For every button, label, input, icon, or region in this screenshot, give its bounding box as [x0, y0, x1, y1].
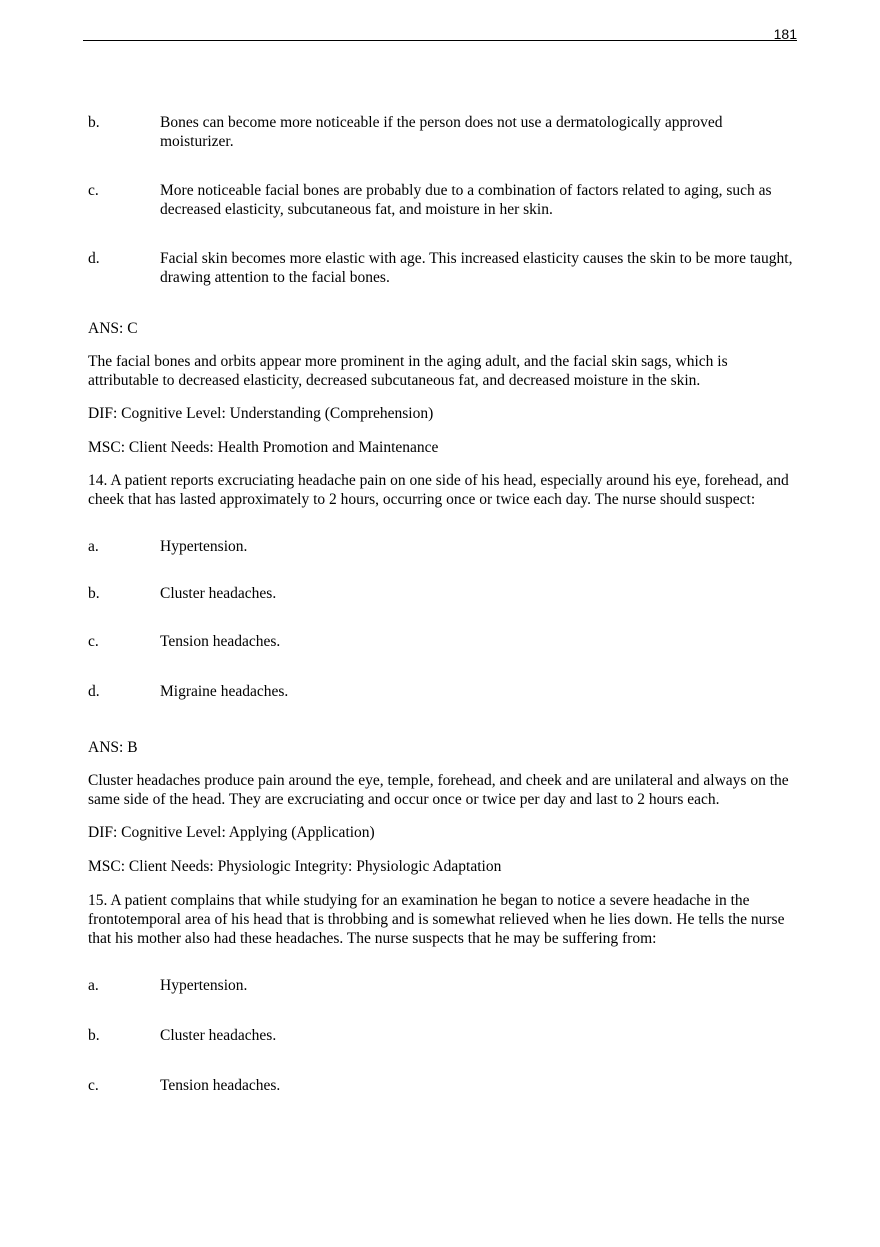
- q13-msc: MSC: Client Needs: Health Promotion and Maintenance: [88, 439, 439, 456]
- q14-difficulty: DIF: Cognitive Level: Applying (Application): [88, 824, 375, 841]
- q13-option-b: [88, 113, 794, 151]
- option-letter: d.: [88, 250, 100, 267]
- q14-option-c: [88, 632, 794, 651]
- option-text: More noticeable facial bones are probably due to a combination of factors related to aging, such as decreased elasticity, subcutaneous fat, and moisture in her skin.: [160, 182, 772, 218]
- option-letter: b.: [88, 585, 100, 602]
- q14-rationale: Cluster headaches produce pain around the eye, temple, forehead, and cheek and are unilateral and always on the same side of the head. They are excruciating and occur once or twice per day and last to 2 hours each.: [88, 772, 789, 808]
- option-text: Bones can become more noticeable if the person does not use a dermatologically approved moisturizer.: [160, 114, 723, 150]
- option-text: Hypertension.: [160, 538, 248, 555]
- page-number: 181: [773, 26, 797, 42]
- option-text: Cluster headaches.: [160, 1027, 277, 1044]
- q14-option-b: [88, 584, 794, 603]
- q14-option-d: [88, 682, 794, 701]
- option-letter: a.: [88, 538, 99, 555]
- q13-answer: ANS: C: [88, 320, 138, 337]
- option-letter: b.: [88, 114, 100, 131]
- q15-option-b: [88, 1026, 794, 1045]
- q14-answer: ANS: B: [88, 739, 138, 756]
- option-text: Tension headaches.: [160, 1077, 281, 1094]
- header-rule: [83, 40, 797, 41]
- q15-option-c: [88, 1076, 794, 1095]
- option-letter: a.: [88, 977, 99, 994]
- q13-option-c: [88, 181, 794, 219]
- page-content: [88, 113, 794, 1095]
- option-letter: b.: [88, 1027, 100, 1044]
- option-text: Tension headaches.: [160, 633, 281, 650]
- option-text: Cluster headaches.: [160, 585, 277, 602]
- q14-option-a: [88, 537, 794, 556]
- option-text: Migraine headaches.: [160, 683, 289, 700]
- option-letter: c.: [88, 182, 99, 199]
- q14-msc: MSC: Client Needs: Physiologic Integrity: Physiologic Adaptation: [88, 858, 502, 875]
- option-text: Facial skin becomes more elastic with age. This increased elasticity causes the skin to be more taught, drawing attention to the facial bones.: [160, 250, 793, 286]
- option-text: Hypertension.: [160, 977, 248, 994]
- q13-option-d: [88, 249, 794, 287]
- q15-stem: 15. A patient complains that while studying for an examination he began to notice a severe headache in the frontotemporal area of his head that is throbbing and is somewhat relieved when he lies down. He tells the nurse that his mother also had these headaches. The nurse suspects that he may be suffering from:: [88, 892, 785, 947]
- option-letter: c.: [88, 633, 99, 650]
- q13-difficulty: DIF: Cognitive Level: Understanding (Comprehension): [88, 405, 434, 422]
- option-letter: d.: [88, 683, 100, 700]
- q14-stem: 14. A patient reports excruciating headache pain on one side of his head, especially around his eye, forehead, and cheek that has lasted approximately to 2 hours, occurring once or twice each day. The nurse should suspect:: [88, 472, 789, 508]
- option-letter: c.: [88, 1077, 99, 1094]
- q15-option-a: [88, 976, 794, 995]
- q13-rationale: The facial bones and orbits appear more prominent in the aging adult, and the facial skin sags, which is attributable to decreased elasticity, decreased subcutaneous fat, and decreased moisture in the skin.: [88, 353, 728, 389]
